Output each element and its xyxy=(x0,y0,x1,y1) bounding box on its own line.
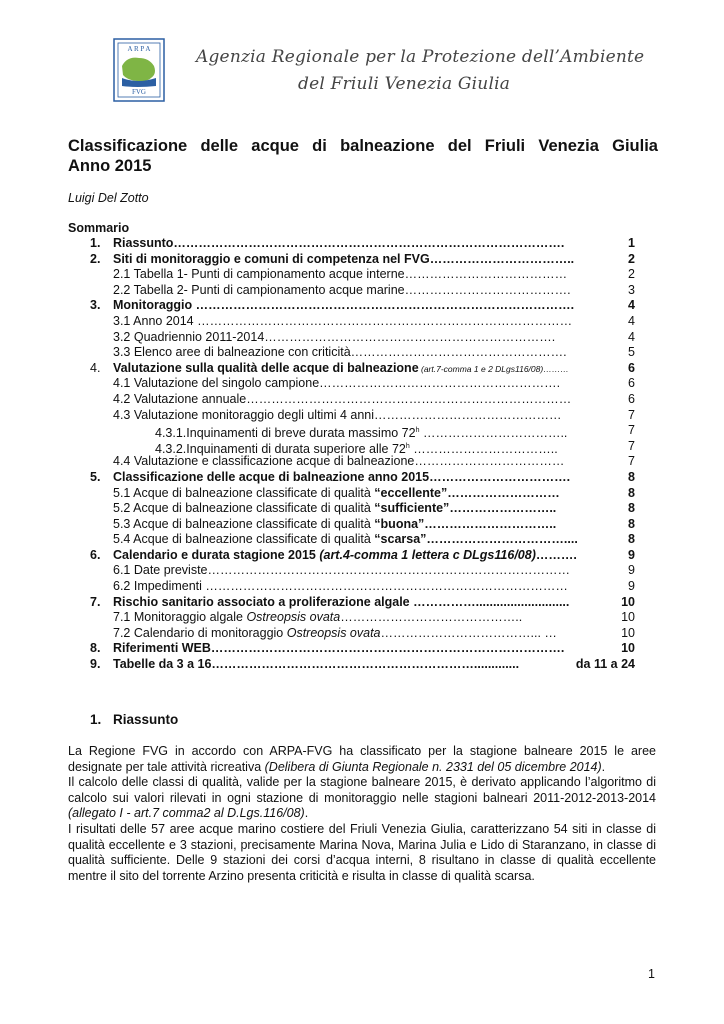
toc-entry-page: da 11 a 24 xyxy=(575,657,635,672)
section-number: 1. xyxy=(90,712,102,727)
title-word: Classificazione xyxy=(68,137,188,155)
toc-entry-page: 10 xyxy=(621,641,635,656)
toc-entry-page: 7 xyxy=(628,423,635,438)
toc-entry-text: 2.1 Tabella 1- Punti di campionamento acque interne………………………………… xyxy=(113,267,568,282)
title-line2: Anno 2015 xyxy=(68,157,152,175)
toc-entry[interactable] xyxy=(0,501,724,517)
toc-entry[interactable] xyxy=(0,236,724,252)
toc-entry[interactable] xyxy=(0,517,724,533)
toc-entry-text: 3.1 Anno 2014 ……………………………………………………………………………… xyxy=(113,313,573,328)
toc-entry-page: 7 xyxy=(628,438,635,453)
toc-entry[interactable] xyxy=(0,408,724,424)
toc-heading: Sommario xyxy=(68,221,130,235)
toc-entry-text: Tabelle da 3 a 16………………………………………………………............. xyxy=(113,657,520,672)
toc-entry-text: Rischio sanitario associato a proliferazione algale ……………........................... xyxy=(113,594,570,609)
toc-entry-text: Classificazione delle acque di balneazione anno 2015……………………………. xyxy=(113,469,571,484)
toc-entry[interactable] xyxy=(0,657,724,673)
toc-entry-text: 3.2 Quadriennio 2011-2014……………………………………………………………. xyxy=(113,329,556,344)
title-word: Giulia xyxy=(612,137,658,155)
page-number: 1 xyxy=(648,967,655,981)
agency-name xyxy=(196,44,645,98)
toc-entry-page: 4 xyxy=(628,298,635,313)
paragraph-line: I risultati delle 57 aree acque marino costiere del Friuli Venezia Giulia, caratterizzano 54 siti in classe di qualità eccellente e 3 stazioni, precisamente Marina Nova, Marina Julia e Lido di Staranzano, in classe di qualità sufficiente. Delle 9 stazioni dei corsi d’acqua interni, 8 risultano in classe di qualità eccellente mentre il sito del torrente Arzino presenta criticità e risulta in classe di qualità scarsa. xyxy=(68,821,656,883)
toc-entry[interactable] xyxy=(0,392,724,408)
toc-entry-page: 6 xyxy=(628,360,635,375)
toc-entry-page: 8 xyxy=(628,469,635,484)
paragraph-line: La Regione FVG in accordo con ARPA-FVG ha classificato per la stagione balneare 2015 le aree designate per tale attività ricreativa (Delibera di Giunta Regionale n. 2331 del 05 dicembre 2014). xyxy=(68,744,656,774)
title-word: acque xyxy=(251,137,299,155)
toc-entry-text: 5.4 Acque di balneazione classificate di qualità “scarsa”…………………………….... xyxy=(113,532,578,547)
toc-entry-text: Riferimenti WEB…………………………………………………………………………. xyxy=(113,641,565,656)
toc-entry[interactable] xyxy=(0,454,724,470)
toc-entry[interactable] xyxy=(0,376,724,392)
toc-entry-number: 2. xyxy=(90,251,101,266)
toc-entry-page: 10 xyxy=(621,610,635,625)
toc-entry-page: 6 xyxy=(628,376,635,391)
title-word: Friuli xyxy=(484,137,526,155)
toc-entry-text: 4.1 Valutazione del singolo campione…………………………………………………. xyxy=(113,376,561,391)
toc-entry-text: Monitoraggio ………………………………………………………………………………. xyxy=(113,298,575,313)
section-heading xyxy=(90,712,178,727)
toc-entry[interactable] xyxy=(0,314,724,330)
toc-entry-page: 9 xyxy=(628,563,635,578)
agency-line1: Agenzia Regionale per la Protezione dell’Ambiente xyxy=(196,47,645,67)
toc-entry-text: 5.2 Acque di balneazione classificate di qualità “sufficiente”…………………….. xyxy=(113,501,557,516)
toc-entry-page: 7 xyxy=(628,407,635,422)
toc-entry-text: 4.3.1.Inquinamenti di breve durata massimo 72$^h$ …………………………….. xyxy=(155,426,568,441)
toc-entry[interactable] xyxy=(0,532,724,548)
toc-entry-text: 4.3 Valutazione monitoraggio degli ultimi 4 anni……………………………………… xyxy=(113,407,562,422)
toc-entry-text: 7.1 Monitoraggio algale Ostreopsis ovata…………………………………….. xyxy=(113,610,523,625)
toc-entry[interactable] xyxy=(0,423,724,439)
toc-entry[interactable] xyxy=(0,579,724,595)
toc-entry[interactable] xyxy=(0,470,724,486)
logo-top-text: A R P A xyxy=(127,45,151,53)
toc-entry[interactable] xyxy=(0,361,724,377)
toc-entry-text: Siti di monitoraggio e comuni di competenza nel FVG…………………………….. xyxy=(113,251,575,266)
toc-entry[interactable] xyxy=(0,345,724,361)
toc-entry-page: 2 xyxy=(628,267,635,282)
toc-entry-page: 5 xyxy=(628,345,635,360)
toc-entry-text: 4.3.2.Inquinamenti di durata superiore alle 72$^h$ …………………………….. xyxy=(155,441,558,456)
toc-entry-text: 5.1 Acque di balneazione classificate di qualità “eccellente”……………………… xyxy=(113,485,560,500)
author: Luigi Del Zotto xyxy=(68,191,149,205)
toc-entry-text: 7.2 Calendario di monitoraggio Ostreopsis ovata………………………………... … xyxy=(113,625,557,640)
document-title xyxy=(68,136,658,176)
toc-entry-page: 7 xyxy=(628,454,635,469)
toc-entry-page: 4 xyxy=(628,313,635,328)
toc-entry-page: 2 xyxy=(628,251,635,266)
toc-entry-number: 7. xyxy=(90,594,101,609)
toc-entry-page: 10 xyxy=(621,594,635,609)
toc-entry-text: 2.2 Tabella 2- Punti di campionamento acque marine…………………………………. xyxy=(113,282,571,297)
toc-entry-page: 8 xyxy=(628,516,635,531)
toc-entry-page: 3 xyxy=(628,282,635,297)
toc-entry-number: 3. xyxy=(90,298,101,313)
toc-entry[interactable] xyxy=(0,595,724,611)
toc-entry[interactable] xyxy=(0,252,724,268)
toc-entry[interactable] xyxy=(0,626,724,642)
toc-entry-text: 6.2 Impedimenti …………………………………………………………………………… xyxy=(113,579,568,594)
toc-entry-number: 1. xyxy=(90,236,101,250)
toc-entry[interactable] xyxy=(0,610,724,626)
title-word: del xyxy=(447,137,472,155)
toc-entry-page: 6 xyxy=(628,391,635,406)
toc-entry-number: 5. xyxy=(90,469,101,484)
toc-entry-number: 4. xyxy=(90,360,101,375)
toc-entry-text: 3.3 Elenco aree di balneazione con criticità……………………………………………. xyxy=(113,345,567,360)
toc-entry[interactable] xyxy=(0,330,724,346)
toc-entry[interactable] xyxy=(0,283,724,299)
agency-line2: del Friuli Venezia Giulia xyxy=(298,74,511,94)
title-word: balneazione xyxy=(340,137,435,155)
toc-entry[interactable] xyxy=(0,439,724,455)
toc-entry-text: 4.2 Valutazione annuale…………………………………………………………………… xyxy=(113,391,572,406)
toc-entry-text: Valutazione sulla qualità delle acque di balneazione (art.7-comma 1 e 2 DLgs116/08)……… xyxy=(113,360,569,375)
toc-entry-text: Riassunto…………………………………………………………………………………. xyxy=(113,236,565,250)
summary-paragraph xyxy=(68,744,656,884)
title-line1 xyxy=(68,136,658,156)
arpa-fvg-logo xyxy=(113,38,165,102)
section-title: Riassunto xyxy=(113,712,179,727)
toc-entry-number: 6. xyxy=(90,547,101,562)
toc-entry-page: 8 xyxy=(628,501,635,516)
toc-entry[interactable] xyxy=(0,548,724,564)
toc-entry-page: 4 xyxy=(628,329,635,344)
title-word: delle xyxy=(200,137,239,155)
toc-entry-number: 9. xyxy=(90,657,101,672)
title-word: Venezia xyxy=(538,137,599,155)
toc-entry-page: 9 xyxy=(628,579,635,594)
toc-entry-page: 1 xyxy=(628,236,635,250)
toc-entry-text: 6.1 Date previste…………………………………………………………………………… xyxy=(113,563,570,578)
table-of-contents xyxy=(0,236,724,673)
toc-entry-number: 8. xyxy=(90,641,101,656)
toc-entry-text: Calendario e durata stagione 2015 (art.4-comma 1 lettera c DLgs116/08)………. xyxy=(113,547,577,562)
toc-entry-text: 4.4 Valutazione e classificazione acque di balneazione……………………………… xyxy=(113,454,565,469)
toc-entry[interactable] xyxy=(0,563,724,579)
toc-entry-text: 5.3 Acque di balneazione classificate di qualità “buona”………………………….. xyxy=(113,516,557,531)
toc-entry[interactable] xyxy=(0,486,724,502)
toc-entry-page: 8 xyxy=(628,485,635,500)
paragraph-line: Il calcolo delle classi di qualità, valide per la stagione balneare 2015, è derivato applicando l’algoritmo di calcolo sui valori rilevati in ogni stazione di monitoraggio nelle stagioni balneari 2011-2012-2013-2014 (allegato I - art.7 comma2 al D.Lgs.116/08). xyxy=(68,775,656,821)
toc-entry[interactable] xyxy=(0,641,724,657)
toc-entry[interactable] xyxy=(0,298,724,314)
toc-entry-page: 10 xyxy=(621,625,635,640)
title-word: di xyxy=(312,137,327,155)
toc-entry-page: 9 xyxy=(628,547,635,562)
logo-bottom-text: FVG xyxy=(131,88,147,96)
toc-entry[interactable] xyxy=(0,267,724,283)
toc-entry-page: 8 xyxy=(628,532,635,547)
